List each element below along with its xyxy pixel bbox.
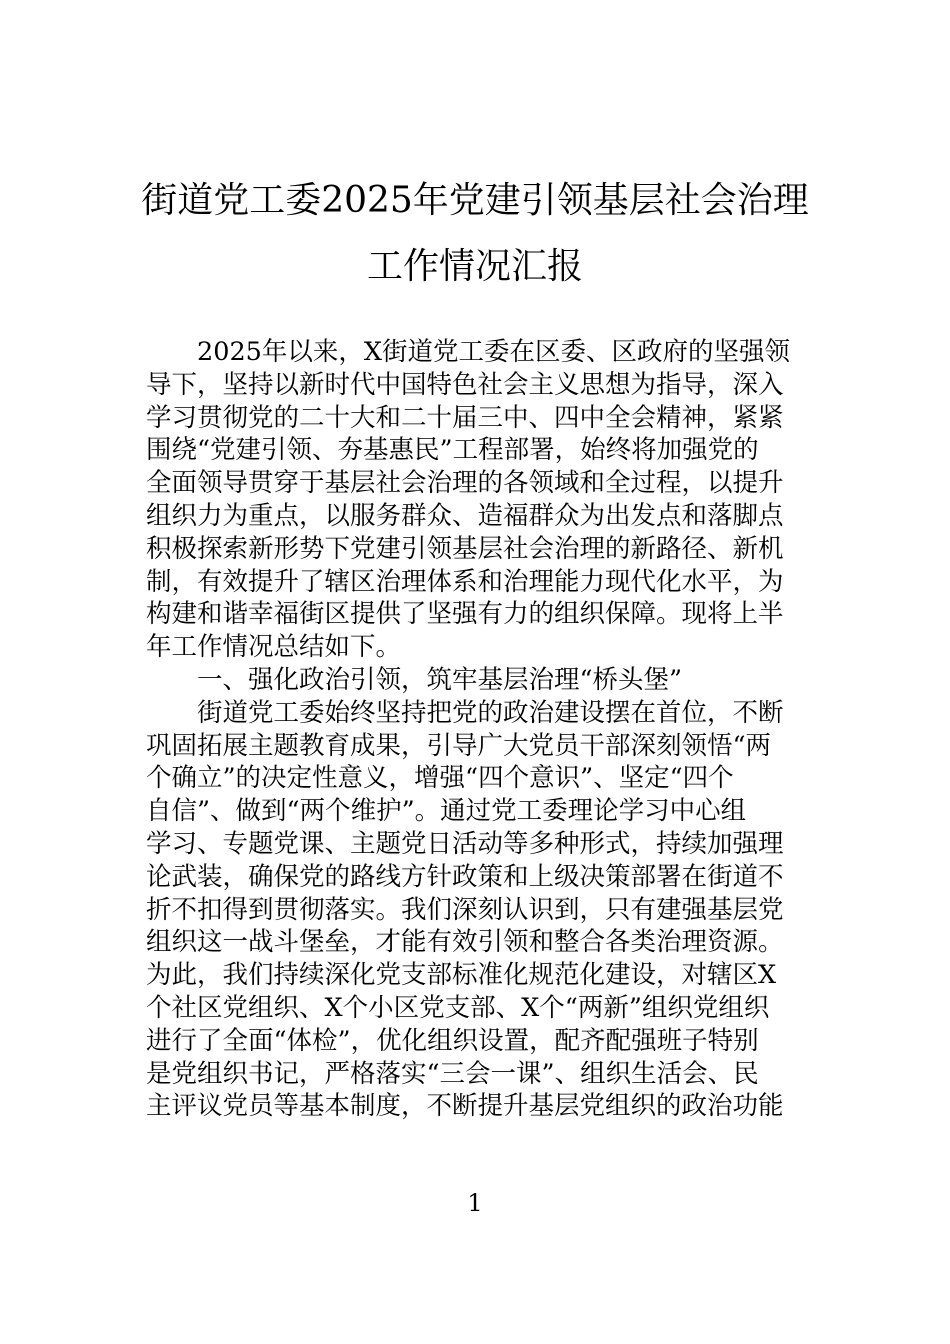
- text-line: 个社区党组织、X个小区党支部、X个“两新”组织党组织: [146, 992, 770, 1023]
- text-line: 积极探索新形势下党建引领基层社会治理的新路径、新机: [146, 533, 784, 564]
- section-heading-text: 一、强化政治引领，筑牢基层治理“桥头堡”: [197, 664, 683, 695]
- document-body: [146, 336, 816, 1123]
- title-line-1: 街道党工委2025年党建引领基层社会治理: [141, 180, 809, 221]
- text-line: 导下，坚持以新时代中国特色社会主义思想为指导，深入: [146, 369, 784, 400]
- page-number: 1: [467, 1189, 483, 1217]
- text-line: 围绕“党建引领、夯基惠民”工程部署，始终将加强党的: [146, 435, 759, 466]
- text-line: 全面领导贯穿于基层社会治理的各领域和全过程，以提升: [146, 468, 784, 499]
- document-title: [120, 168, 830, 300]
- text-line: 年工作情况总结如下。: [146, 632, 402, 663]
- text-line: 是党组织书记，严格落实“三会一课”、组织生活会、民: [146, 1058, 759, 1089]
- text-line: 折不扣得到贯彻落实。我们深刻认识到，只有建强基层党: [146, 894, 784, 925]
- section-heading-1: [146, 664, 816, 697]
- text-line: 构建和谐幸福街区提供了坚强有力的组织保障。现将上半: [146, 599, 784, 630]
- title-line-2: 工作情况汇报: [366, 246, 583, 287]
- text-line: 学习贯彻党的二十大和二十届三中、四中全会精神，紧紧: [146, 402, 784, 433]
- text-line: 制，有效提升了辖区治理体系和治理能力现代化水平，为: [146, 566, 784, 597]
- text-line: 学习、专题党课、主题党日活动等多种形式，持续加强理: [146, 828, 784, 859]
- text-line: 2025年以来，X街道党工委在区委、区政府的坚强领: [197, 337, 791, 367]
- text-line: 个确立”的决定性意义，增强“四个意识”、坚定“四个: [146, 763, 734, 794]
- text-line: 组织这一战斗堡垒，才能有效引领和整合各类治理资源。: [146, 927, 784, 958]
- paragraph-intro: [146, 336, 816, 664]
- text-line: 组织力为重点，以服务群众、造福群众为出发点和落脚点: [146, 500, 784, 531]
- text-line: 主评议党员等基本制度，不断提升基层党组织的政治功能: [146, 1091, 784, 1122]
- text-line: 论武装，确保党的路线方针政策和上级决策部署在街道不: [146, 861, 784, 892]
- paragraph-section-1: [146, 697, 816, 1123]
- text-line: 自信”、做到“两个维护”。通过党工委理论学习中心组: [146, 796, 747, 827]
- text-line: 巩固拓展主题教育成果，引导广大党员干部深刻领悟“两: [146, 730, 772, 761]
- text-line: 为此，我们持续深化党支部标准化规范化建设，对辖区X: [146, 960, 777, 991]
- text-line: 进行了全面“体检”，优化组织设置，配齐配强班子特别: [146, 1025, 759, 1056]
- text-line: 街道党工委始终坚持把党的政治建设摆在首位，不断: [197, 697, 784, 728]
